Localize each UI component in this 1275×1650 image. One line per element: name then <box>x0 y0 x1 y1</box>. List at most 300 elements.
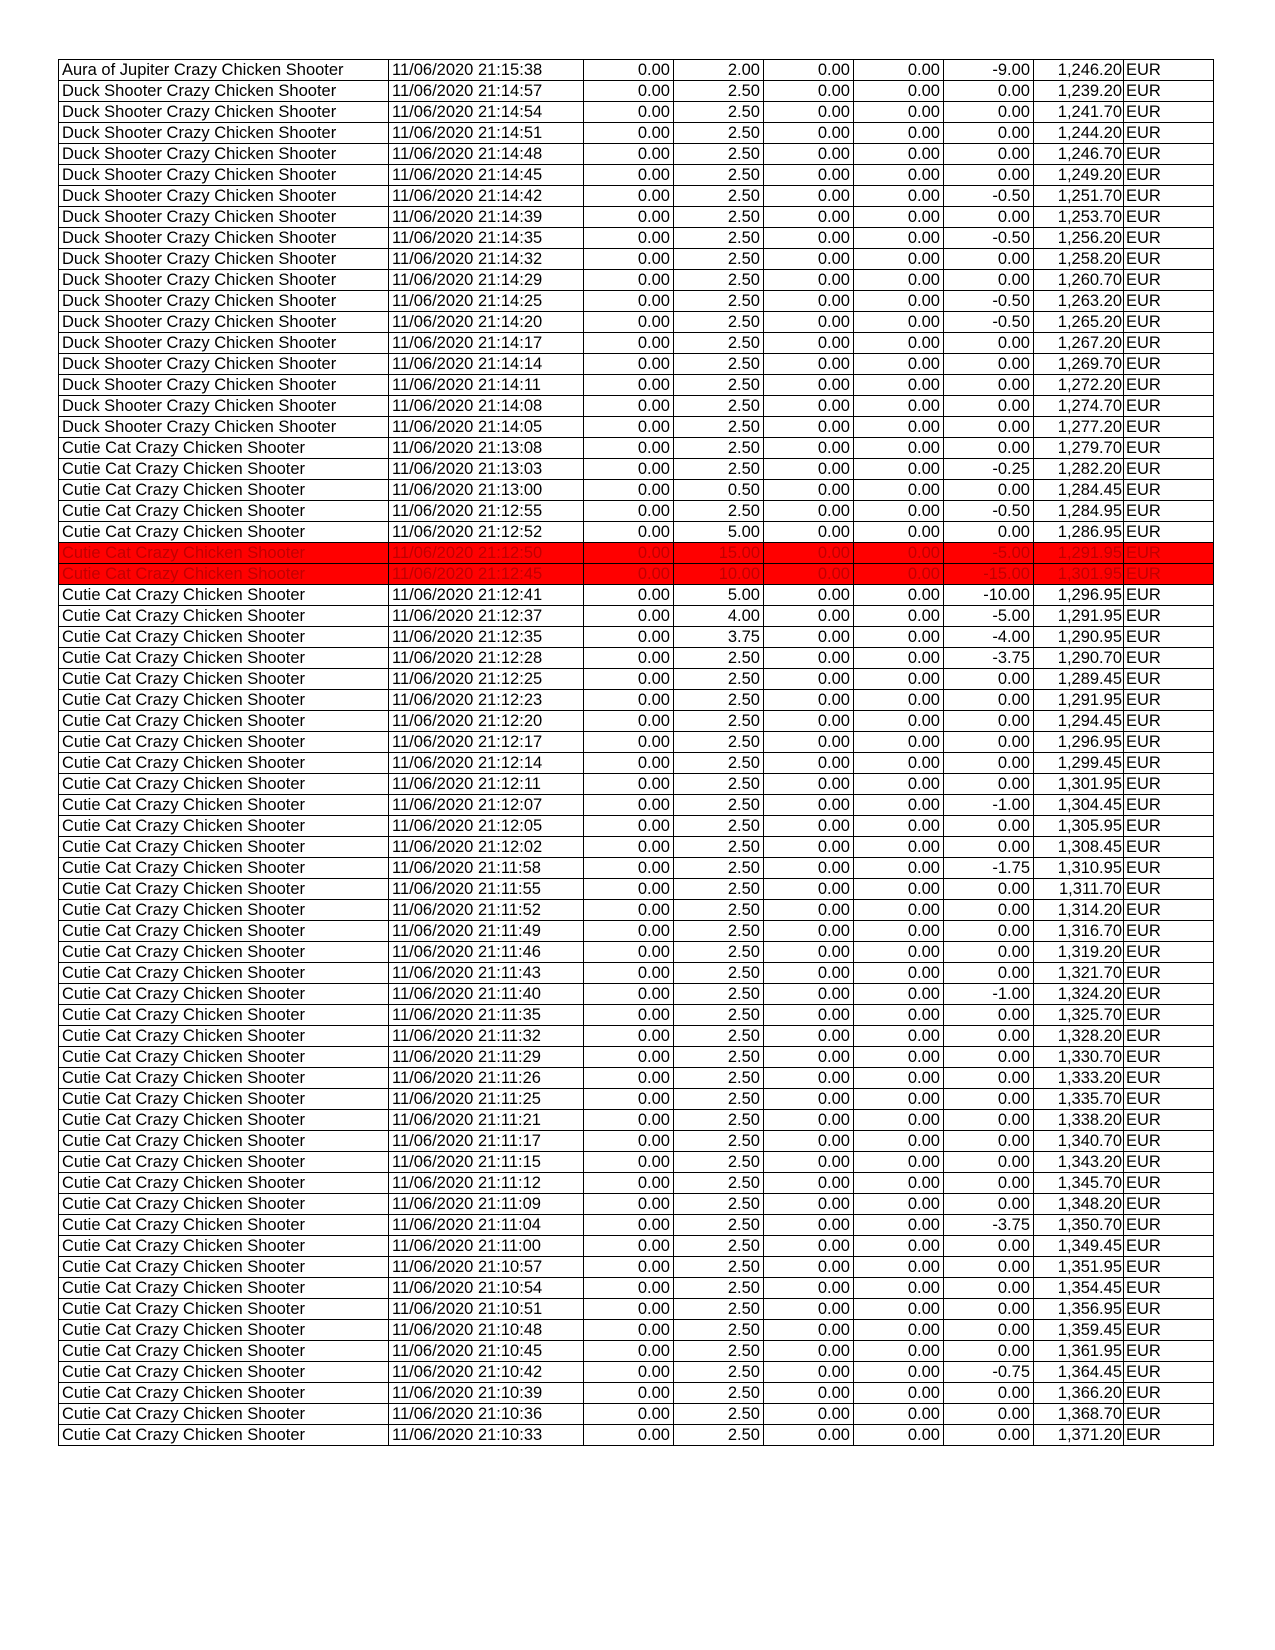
currency-cell: EUR <box>1124 858 1214 879</box>
amount-cell-3: 0.00 <box>764 984 854 1005</box>
datetime-cell: 11/06/2020 21:10:48 <box>389 1320 584 1341</box>
datetime-cell: 11/06/2020 21:12:02 <box>389 837 584 858</box>
datetime-cell: 11/06/2020 21:14:17 <box>389 333 584 354</box>
amount-cell-3: 0.00 <box>764 1173 854 1194</box>
amount-cell-2: 2.50 <box>674 291 764 312</box>
amount-cell-4: 0.00 <box>854 228 944 249</box>
amount-cell-1: 0.00 <box>584 921 674 942</box>
table-row <box>59 1215 1214 1236</box>
amount-cell-5: 0.00 <box>944 438 1034 459</box>
amount-cell-2: 2.50 <box>674 1278 764 1299</box>
amount-cell-1: 0.00 <box>584 354 674 375</box>
currency-cell: EUR <box>1124 60 1214 81</box>
game-name-cell: Duck Shooter Crazy Chicken Shooter <box>59 333 389 354</box>
game-name-cell: Cutie Cat Crazy Chicken Shooter <box>59 669 389 690</box>
balance-cell: 1,294.45 <box>1034 711 1124 732</box>
amount-cell-1: 0.00 <box>584 984 674 1005</box>
amount-cell-1: 0.00 <box>584 417 674 438</box>
game-name-cell: Duck Shooter Crazy Chicken Shooter <box>59 375 389 396</box>
amount-cell-4: 0.00 <box>854 921 944 942</box>
game-name-cell: Duck Shooter Crazy Chicken Shooter <box>59 144 389 165</box>
amount-cell-1: 0.00 <box>584 900 674 921</box>
currency-cell: EUR <box>1124 459 1214 480</box>
table-row <box>59 291 1214 312</box>
amount-cell-3: 0.00 <box>764 900 854 921</box>
datetime-cell: 11/06/2020 21:12:14 <box>389 753 584 774</box>
balance-cell: 1,267.20 <box>1034 333 1124 354</box>
amount-cell-1: 0.00 <box>584 501 674 522</box>
amount-cell-4: 0.00 <box>854 1278 944 1299</box>
amount-cell-4: 0.00 <box>854 1047 944 1068</box>
amount-cell-1: 0.00 <box>584 1404 674 1425</box>
table-row-highlighted <box>59 564 1214 585</box>
datetime-cell: 11/06/2020 21:10:33 <box>389 1425 584 1446</box>
balance-cell: 1,359.45 <box>1034 1320 1124 1341</box>
game-name-cell: Cutie Cat Crazy Chicken Shooter <box>59 1320 389 1341</box>
amount-cell-2: 2.50 <box>674 249 764 270</box>
table-row <box>59 732 1214 753</box>
currency-cell: EUR <box>1124 396 1214 417</box>
amount-cell-4: 0.00 <box>854 753 944 774</box>
amount-cell-5: -0.50 <box>944 501 1034 522</box>
amount-cell-2: 2.50 <box>674 312 764 333</box>
amount-cell-5: 0.00 <box>944 522 1034 543</box>
amount-cell-5: -0.75 <box>944 1362 1034 1383</box>
amount-cell-1: 0.00 <box>584 228 674 249</box>
datetime-cell: 11/06/2020 21:10:36 <box>389 1404 584 1425</box>
amount-cell-3: 0.00 <box>764 417 854 438</box>
balance-cell: 1,284.45 <box>1034 480 1124 501</box>
amount-cell-3: 0.00 <box>764 81 854 102</box>
amount-cell-5: 0.00 <box>944 396 1034 417</box>
amount-cell-3: 0.00 <box>764 270 854 291</box>
datetime-cell: 11/06/2020 21:14:54 <box>389 102 584 123</box>
table-row <box>59 249 1214 270</box>
table-row <box>59 375 1214 396</box>
datetime-cell: 11/06/2020 21:11:29 <box>389 1047 584 1068</box>
amount-cell-2: 2.50 <box>674 1152 764 1173</box>
amount-cell-5: 0.00 <box>944 1257 1034 1278</box>
amount-cell-3: 0.00 <box>764 1341 854 1362</box>
amount-cell-4: 0.00 <box>854 81 944 102</box>
amount-cell-4: 0.00 <box>854 1068 944 1089</box>
datetime-cell: 11/06/2020 21:12:20 <box>389 711 584 732</box>
datetime-cell: 11/06/2020 21:11:52 <box>389 900 584 921</box>
game-name-cell: Cutie Cat Crazy Chicken Shooter <box>59 963 389 984</box>
amount-cell-2: 2.50 <box>674 669 764 690</box>
amount-cell-4: 0.00 <box>854 1257 944 1278</box>
currency-cell: EUR <box>1124 1110 1214 1131</box>
amount-cell-3: 0.00 <box>764 186 854 207</box>
table-row <box>59 354 1214 375</box>
currency-cell: EUR <box>1124 102 1214 123</box>
balance-cell: 1,244.20 <box>1034 123 1124 144</box>
amount-cell-2: 2.50 <box>674 165 764 186</box>
currency-cell: EUR <box>1124 165 1214 186</box>
amount-cell-2: 2.50 <box>674 795 764 816</box>
balance-cell: 1,350.70 <box>1034 1215 1124 1236</box>
datetime-cell: 11/06/2020 21:11:58 <box>389 858 584 879</box>
game-name-cell: Cutie Cat Crazy Chicken Shooter <box>59 1236 389 1257</box>
amount-cell-4: 0.00 <box>854 963 944 984</box>
amount-cell-3: 0.00 <box>764 837 854 858</box>
amount-cell-3: 0.00 <box>764 795 854 816</box>
amount-cell-5: -5.00 <box>944 606 1034 627</box>
amount-cell-4: 0.00 <box>854 627 944 648</box>
game-name-cell: Cutie Cat Crazy Chicken Shooter <box>59 564 389 585</box>
amount-cell-1: 0.00 <box>584 1236 674 1257</box>
amount-cell-2: 2.50 <box>674 354 764 375</box>
game-name-cell: Duck Shooter Crazy Chicken Shooter <box>59 249 389 270</box>
balance-cell: 1,371.20 <box>1034 1425 1124 1446</box>
amount-cell-4: 0.00 <box>854 1215 944 1236</box>
table-row <box>59 879 1214 900</box>
datetime-cell: 11/06/2020 21:14:08 <box>389 396 584 417</box>
amount-cell-5: -0.50 <box>944 312 1034 333</box>
balance-cell: 1,291.95 <box>1034 606 1124 627</box>
balance-cell: 1,311.70 <box>1034 879 1124 900</box>
amount-cell-1: 0.00 <box>584 312 674 333</box>
balance-cell: 1,304.45 <box>1034 795 1124 816</box>
amount-cell-3: 0.00 <box>764 963 854 984</box>
amount-cell-3: 0.00 <box>764 459 854 480</box>
amount-cell-5: -3.75 <box>944 648 1034 669</box>
table-row <box>59 753 1214 774</box>
table-row <box>59 816 1214 837</box>
table-row <box>59 669 1214 690</box>
datetime-cell: 11/06/2020 21:11:35 <box>389 1005 584 1026</box>
currency-cell: EUR <box>1124 837 1214 858</box>
balance-cell: 1,305.95 <box>1034 816 1124 837</box>
datetime-cell: 11/06/2020 21:14:39 <box>389 207 584 228</box>
game-name-cell: Cutie Cat Crazy Chicken Shooter <box>59 606 389 627</box>
amount-cell-4: 0.00 <box>854 522 944 543</box>
amount-cell-5: 0.00 <box>944 123 1034 144</box>
amount-cell-2: 2.50 <box>674 816 764 837</box>
game-name-cell: Duck Shooter Crazy Chicken Shooter <box>59 354 389 375</box>
game-name-cell: Cutie Cat Crazy Chicken Shooter <box>59 774 389 795</box>
amount-cell-3: 0.00 <box>764 1194 854 1215</box>
currency-cell: EUR <box>1124 879 1214 900</box>
datetime-cell: 11/06/2020 21:12:45 <box>389 564 584 585</box>
datetime-cell: 11/06/2020 21:11:12 <box>389 1173 584 1194</box>
game-name-cell: Cutie Cat Crazy Chicken Shooter <box>59 1215 389 1236</box>
currency-cell: EUR <box>1124 627 1214 648</box>
game-name-cell: Cutie Cat Crazy Chicken Shooter <box>59 543 389 564</box>
game-name-cell: Cutie Cat Crazy Chicken Shooter <box>59 1425 389 1446</box>
amount-cell-1: 0.00 <box>584 522 674 543</box>
game-name-cell: Cutie Cat Crazy Chicken Shooter <box>59 480 389 501</box>
amount-cell-4: 0.00 <box>854 1383 944 1404</box>
game-name-cell: Duck Shooter Crazy Chicken Shooter <box>59 81 389 102</box>
amount-cell-4: 0.00 <box>854 774 944 795</box>
datetime-cell: 11/06/2020 21:12:07 <box>389 795 584 816</box>
datetime-cell: 11/06/2020 21:10:45 <box>389 1341 584 1362</box>
amount-cell-4: 0.00 <box>854 1173 944 1194</box>
amount-cell-1: 0.00 <box>584 1068 674 1089</box>
amount-cell-5: 0.00 <box>944 1425 1034 1446</box>
amount-cell-5: 0.00 <box>944 1383 1034 1404</box>
datetime-cell: 11/06/2020 21:12:37 <box>389 606 584 627</box>
amount-cell-2: 2.50 <box>674 1236 764 1257</box>
amount-cell-4: 0.00 <box>854 438 944 459</box>
amount-cell-2: 2.50 <box>674 228 764 249</box>
currency-cell: EUR <box>1124 501 1214 522</box>
game-name-cell: Cutie Cat Crazy Chicken Shooter <box>59 1194 389 1215</box>
balance-cell: 1,272.20 <box>1034 375 1124 396</box>
amount-cell-1: 0.00 <box>584 207 674 228</box>
amount-cell-3: 0.00 <box>764 1089 854 1110</box>
amount-cell-4: 0.00 <box>854 837 944 858</box>
table-row <box>59 60 1214 81</box>
game-name-cell: Cutie Cat Crazy Chicken Shooter <box>59 879 389 900</box>
amount-cell-2: 2.50 <box>674 711 764 732</box>
balance-cell: 1,253.70 <box>1034 207 1124 228</box>
amount-cell-5: 0.00 <box>944 1068 1034 1089</box>
amount-cell-2: 5.00 <box>674 522 764 543</box>
amount-cell-4: 0.00 <box>854 144 944 165</box>
amount-cell-5: 0.00 <box>944 165 1034 186</box>
balance-cell: 1,356.95 <box>1034 1299 1124 1320</box>
currency-cell: EUR <box>1124 1005 1214 1026</box>
datetime-cell: 11/06/2020 21:11:26 <box>389 1068 584 1089</box>
amount-cell-4: 0.00 <box>854 1194 944 1215</box>
amount-cell-1: 0.00 <box>584 1131 674 1152</box>
amount-cell-1: 0.00 <box>584 1152 674 1173</box>
amount-cell-5: -10.00 <box>944 585 1034 606</box>
balance-cell: 1,260.70 <box>1034 270 1124 291</box>
amount-cell-1: 0.00 <box>584 1215 674 1236</box>
amount-cell-5: 0.00 <box>944 1047 1034 1068</box>
amount-cell-2: 2.50 <box>674 102 764 123</box>
game-name-cell: Cutie Cat Crazy Chicken Shooter <box>59 690 389 711</box>
amount-cell-2: 2.50 <box>674 1257 764 1278</box>
amount-cell-2: 2.50 <box>674 921 764 942</box>
currency-cell: EUR <box>1124 1236 1214 1257</box>
amount-cell-4: 0.00 <box>854 669 944 690</box>
amount-cell-1: 0.00 <box>584 81 674 102</box>
balance-cell: 1,291.95 <box>1034 543 1124 564</box>
amount-cell-3: 0.00 <box>764 732 854 753</box>
amount-cell-1: 0.00 <box>584 648 674 669</box>
game-name-cell: Cutie Cat Crazy Chicken Shooter <box>59 459 389 480</box>
amount-cell-5: -1.00 <box>944 795 1034 816</box>
currency-cell: EUR <box>1124 732 1214 753</box>
amount-cell-1: 0.00 <box>584 480 674 501</box>
datetime-cell: 11/06/2020 21:15:38 <box>389 60 584 81</box>
currency-cell: EUR <box>1124 207 1214 228</box>
game-name-cell: Duck Shooter Crazy Chicken Shooter <box>59 102 389 123</box>
table-row <box>59 690 1214 711</box>
balance-cell: 1,301.95 <box>1034 774 1124 795</box>
amount-cell-3: 0.00 <box>764 1131 854 1152</box>
amount-cell-3: 0.00 <box>764 921 854 942</box>
amount-cell-4: 0.00 <box>854 291 944 312</box>
balance-cell: 1,325.70 <box>1034 1005 1124 1026</box>
amount-cell-2: 2.50 <box>674 1383 764 1404</box>
datetime-cell: 11/06/2020 21:11:00 <box>389 1236 584 1257</box>
amount-cell-2: 2.50 <box>674 753 764 774</box>
amount-cell-2: 2.50 <box>674 984 764 1005</box>
datetime-cell: 11/06/2020 21:11:32 <box>389 1026 584 1047</box>
game-name-cell: Cutie Cat Crazy Chicken Shooter <box>59 795 389 816</box>
table-row <box>59 1362 1214 1383</box>
balance-cell: 1,289.45 <box>1034 669 1124 690</box>
amount-cell-2: 2.50 <box>674 1320 764 1341</box>
balance-cell: 1,246.70 <box>1034 144 1124 165</box>
amount-cell-1: 0.00 <box>584 1362 674 1383</box>
amount-cell-2: 2.50 <box>674 438 764 459</box>
amount-cell-4: 0.00 <box>854 333 944 354</box>
table-row <box>59 480 1214 501</box>
amount-cell-4: 0.00 <box>854 501 944 522</box>
game-name-cell: Cutie Cat Crazy Chicken Shooter <box>59 732 389 753</box>
amount-cell-4: 0.00 <box>854 1152 944 1173</box>
game-name-cell: Duck Shooter Crazy Chicken Shooter <box>59 270 389 291</box>
balance-cell: 1,324.20 <box>1034 984 1124 1005</box>
currency-cell: EUR <box>1124 816 1214 837</box>
amount-cell-1: 0.00 <box>584 1089 674 1110</box>
currency-cell: EUR <box>1124 375 1214 396</box>
balance-cell: 1,349.45 <box>1034 1236 1124 1257</box>
amount-cell-3: 0.00 <box>764 564 854 585</box>
amount-cell-5: -4.00 <box>944 627 1034 648</box>
table-row <box>59 1404 1214 1425</box>
currency-cell: EUR <box>1124 1362 1214 1383</box>
table-row <box>59 1005 1214 1026</box>
amount-cell-1: 0.00 <box>584 627 674 648</box>
balance-cell: 1,321.70 <box>1034 963 1124 984</box>
amount-cell-5: 0.00 <box>944 774 1034 795</box>
amount-cell-4: 0.00 <box>854 480 944 501</box>
table-row <box>59 1173 1214 1194</box>
table-row <box>59 228 1214 249</box>
balance-cell: 1,290.70 <box>1034 648 1124 669</box>
amount-cell-4: 0.00 <box>854 1110 944 1131</box>
amount-cell-1: 0.00 <box>584 144 674 165</box>
amount-cell-5: 0.00 <box>944 1152 1034 1173</box>
balance-cell: 1,246.20 <box>1034 60 1124 81</box>
amount-cell-5: 0.00 <box>944 879 1034 900</box>
currency-cell: EUR <box>1124 669 1214 690</box>
currency-cell: EUR <box>1124 753 1214 774</box>
currency-cell: EUR <box>1124 648 1214 669</box>
amount-cell-3: 0.00 <box>764 438 854 459</box>
table-row-highlighted <box>59 543 1214 564</box>
game-name-cell: Duck Shooter Crazy Chicken Shooter <box>59 396 389 417</box>
amount-cell-1: 0.00 <box>584 564 674 585</box>
table-row <box>59 1068 1214 1089</box>
amount-cell-5: 0.00 <box>944 1026 1034 1047</box>
game-name-cell: Cutie Cat Crazy Chicken Shooter <box>59 816 389 837</box>
amount-cell-4: 0.00 <box>854 396 944 417</box>
currency-cell: EUR <box>1124 543 1214 564</box>
balance-cell: 1,282.20 <box>1034 459 1124 480</box>
amount-cell-3: 0.00 <box>764 1215 854 1236</box>
amount-cell-2: 2.50 <box>674 1131 764 1152</box>
amount-cell-3: 0.00 <box>764 501 854 522</box>
datetime-cell: 11/06/2020 21:13:00 <box>389 480 584 501</box>
table-row <box>59 774 1214 795</box>
amount-cell-2: 2.50 <box>674 963 764 984</box>
currency-cell: EUR <box>1124 963 1214 984</box>
amount-cell-3: 0.00 <box>764 1068 854 1089</box>
amount-cell-3: 0.00 <box>764 123 854 144</box>
table-row <box>59 522 1214 543</box>
datetime-cell: 11/06/2020 21:14:20 <box>389 312 584 333</box>
amount-cell-5: 0.00 <box>944 669 1034 690</box>
table-row <box>59 1194 1214 1215</box>
amount-cell-3: 0.00 <box>764 627 854 648</box>
game-name-cell: Cutie Cat Crazy Chicken Shooter <box>59 1026 389 1047</box>
amount-cell-2: 2.50 <box>674 690 764 711</box>
currency-cell: EUR <box>1124 1026 1214 1047</box>
amount-cell-4: 0.00 <box>854 123 944 144</box>
game-name-cell: Cutie Cat Crazy Chicken Shooter <box>59 627 389 648</box>
amount-cell-5: -0.25 <box>944 459 1034 480</box>
amount-cell-4: 0.00 <box>854 60 944 81</box>
amount-cell-1: 0.00 <box>584 858 674 879</box>
balance-cell: 1,301.95 <box>1034 564 1124 585</box>
amount-cell-2: 4.00 <box>674 606 764 627</box>
currency-cell: EUR <box>1124 1299 1214 1320</box>
amount-cell-1: 0.00 <box>584 879 674 900</box>
amount-cell-3: 0.00 <box>764 291 854 312</box>
currency-cell: EUR <box>1124 249 1214 270</box>
datetime-cell: 11/06/2020 21:14:45 <box>389 165 584 186</box>
amount-cell-3: 0.00 <box>764 774 854 795</box>
amount-cell-1: 0.00 <box>584 1278 674 1299</box>
table-row <box>59 123 1214 144</box>
game-name-cell: Cutie Cat Crazy Chicken Shooter <box>59 1404 389 1425</box>
amount-cell-3: 0.00 <box>764 1026 854 1047</box>
table-row <box>59 1236 1214 1257</box>
game-name-cell: Duck Shooter Crazy Chicken Shooter <box>59 312 389 333</box>
amount-cell-2: 2.50 <box>674 81 764 102</box>
amount-cell-3: 0.00 <box>764 333 854 354</box>
amount-cell-5: -0.50 <box>944 291 1034 312</box>
balance-cell: 1,279.70 <box>1034 438 1124 459</box>
amount-cell-1: 0.00 <box>584 669 674 690</box>
datetime-cell: 11/06/2020 21:14:25 <box>389 291 584 312</box>
transaction-table <box>58 59 1214 1446</box>
game-name-cell: Cutie Cat Crazy Chicken Shooter <box>59 1152 389 1173</box>
amount-cell-4: 0.00 <box>854 1236 944 1257</box>
amount-cell-1: 0.00 <box>584 60 674 81</box>
balance-cell: 1,354.45 <box>1034 1278 1124 1299</box>
game-name-cell: Cutie Cat Crazy Chicken Shooter <box>59 1362 389 1383</box>
amount-cell-1: 0.00 <box>584 333 674 354</box>
amount-cell-5: -1.75 <box>944 858 1034 879</box>
table-row <box>59 438 1214 459</box>
amount-cell-1: 0.00 <box>584 102 674 123</box>
currency-cell: EUR <box>1124 1152 1214 1173</box>
game-name-cell: Cutie Cat Crazy Chicken Shooter <box>59 1278 389 1299</box>
datetime-cell: 11/06/2020 21:14:05 <box>389 417 584 438</box>
amount-cell-1: 0.00 <box>584 606 674 627</box>
datetime-cell: 11/06/2020 21:14:48 <box>389 144 584 165</box>
amount-cell-1: 0.00 <box>584 1047 674 1068</box>
amount-cell-4: 0.00 <box>854 942 944 963</box>
datetime-cell: 11/06/2020 21:10:57 <box>389 1257 584 1278</box>
amount-cell-4: 0.00 <box>854 459 944 480</box>
table-row <box>59 81 1214 102</box>
amount-cell-5: 0.00 <box>944 1173 1034 1194</box>
amount-cell-1: 0.00 <box>584 270 674 291</box>
amount-cell-5: -0.50 <box>944 186 1034 207</box>
currency-cell: EUR <box>1124 1278 1214 1299</box>
table-row <box>59 144 1214 165</box>
